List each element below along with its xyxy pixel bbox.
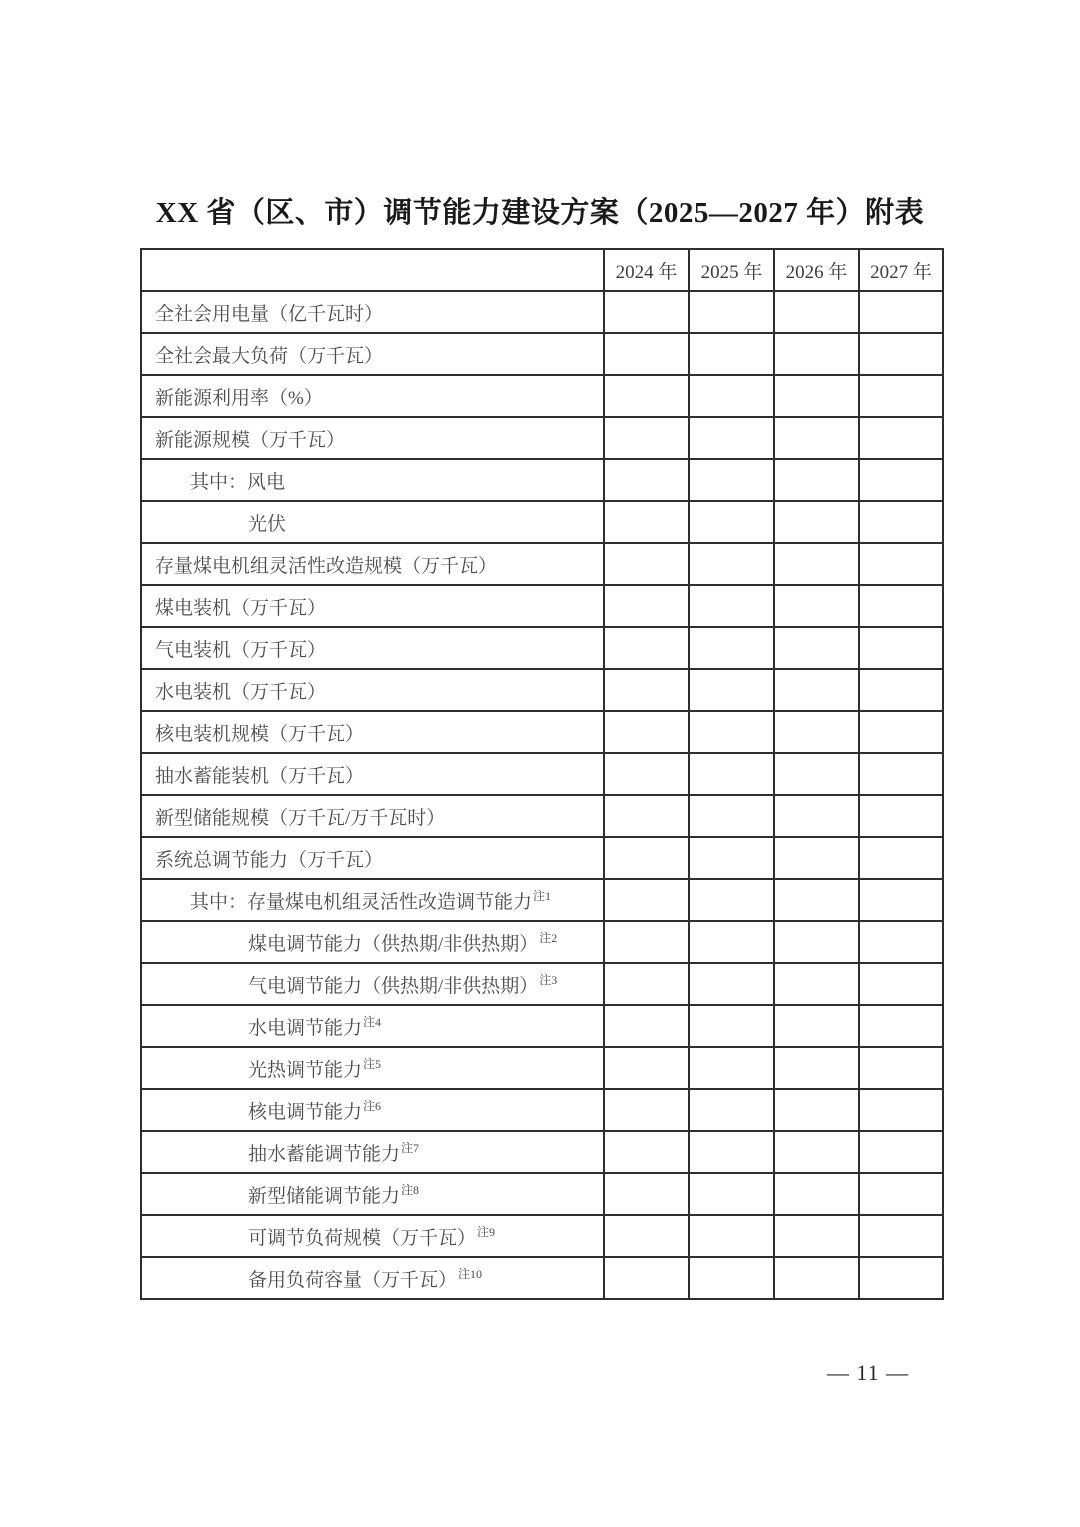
- row-label-cell: [141, 333, 604, 375]
- row-label: 水电调节能力: [248, 1017, 363, 1039]
- value-cell: [859, 1047, 943, 1089]
- value-cell: [604, 1047, 689, 1089]
- row-label-cell: [141, 1215, 604, 1257]
- value-cell: [689, 585, 774, 627]
- value-cell: [774, 1005, 859, 1047]
- value-cell: [604, 543, 689, 585]
- value-cell: [604, 795, 689, 837]
- value-cell: [859, 291, 943, 333]
- value-cell: [604, 1215, 689, 1257]
- row-label: 存量煤电机组灵活性改造调节能力: [247, 891, 533, 913]
- value-cell: [604, 291, 689, 333]
- value-cell: [604, 1173, 689, 1215]
- table-row: [141, 963, 943, 1005]
- table-row: [141, 1005, 943, 1047]
- value-cell: [689, 1005, 774, 1047]
- value-cell: [604, 753, 689, 795]
- table-row: [141, 291, 943, 333]
- row-label-cell: [141, 627, 604, 669]
- value-cell: [604, 669, 689, 711]
- footnote-ref: 注3: [539, 973, 558, 988]
- table-row: [141, 711, 943, 753]
- table-row: [141, 1131, 943, 1173]
- value-cell: [774, 837, 859, 879]
- row-label: 全社会最大负荷（万千瓦）: [155, 345, 384, 367]
- value-cell: [774, 963, 859, 1005]
- value-cell: [604, 711, 689, 753]
- value-cell: [859, 1005, 943, 1047]
- value-cell: [859, 1089, 943, 1131]
- row-label: 风电: [247, 471, 286, 493]
- value-cell: [859, 543, 943, 585]
- value-cell: [774, 543, 859, 585]
- row-label-prefix: 其中：: [190, 891, 248, 913]
- row-label-cell: [141, 375, 604, 417]
- value-cell: [774, 375, 859, 417]
- table-header-row: [141, 249, 943, 291]
- table-row: [141, 1047, 943, 1089]
- row-label: 系统总调节能力（万千瓦）: [155, 849, 384, 871]
- table-row: [141, 1089, 943, 1131]
- value-cell: [689, 627, 774, 669]
- row-label-cell: [141, 1257, 604, 1299]
- value-cell: [859, 333, 943, 375]
- value-cell: [689, 837, 774, 879]
- table-row: [141, 627, 943, 669]
- table-row: [141, 1173, 943, 1215]
- value-cell: [689, 375, 774, 417]
- row-label: 气电调节能力（供热期/非供热期）: [248, 975, 539, 997]
- row-label-cell: [141, 837, 604, 879]
- plan-table: [140, 248, 944, 1300]
- row-label: 全社会用电量（亿千瓦时）: [155, 303, 384, 325]
- value-cell: [689, 543, 774, 585]
- row-label-cell: [141, 879, 604, 921]
- footnote-ref: 注4: [363, 1015, 382, 1030]
- table-row: [141, 795, 943, 837]
- value-cell: [689, 921, 774, 963]
- value-cell: [689, 1215, 774, 1257]
- value-cell: [774, 291, 859, 333]
- footnote-ref: 注2: [539, 931, 558, 946]
- value-cell: [689, 963, 774, 1005]
- row-label: 备用负荷容量（万千瓦）: [248, 1269, 458, 1291]
- value-cell: [604, 1131, 689, 1173]
- row-label-cell: [141, 543, 604, 585]
- value-cell: [689, 1173, 774, 1215]
- row-label-cell: [141, 921, 604, 963]
- table-row: [141, 585, 943, 627]
- header-year-2025: 2025 年: [689, 249, 774, 291]
- value-cell: [774, 879, 859, 921]
- value-cell: [774, 1215, 859, 1257]
- value-cell: [774, 501, 859, 543]
- table-row: [141, 669, 943, 711]
- row-label: 煤电装机（万千瓦）: [155, 597, 327, 619]
- value-cell: [604, 585, 689, 627]
- value-cell: [689, 711, 774, 753]
- footnote-ref: 注5: [363, 1057, 382, 1072]
- row-label-cell: [141, 669, 604, 711]
- value-cell: [859, 921, 943, 963]
- page-number: [0, 1360, 1080, 1386]
- footnote-ref: 注6: [363, 1099, 382, 1114]
- table-row: [141, 501, 943, 543]
- value-cell: [604, 837, 689, 879]
- footnote-ref: 注10: [458, 1267, 483, 1282]
- value-cell: [604, 1257, 689, 1299]
- row-label: 核电装机规模（万千瓦）: [155, 723, 365, 745]
- table-row: [141, 753, 943, 795]
- row-label: 水电装机（万千瓦）: [155, 681, 327, 703]
- value-cell: [689, 291, 774, 333]
- value-cell: [689, 795, 774, 837]
- footnote-ref: 注7: [401, 1141, 420, 1156]
- value-cell: [604, 963, 689, 1005]
- table-row: [141, 375, 943, 417]
- value-cell: [859, 627, 943, 669]
- value-cell: [774, 753, 859, 795]
- row-label: 光热调节能力: [248, 1059, 363, 1081]
- row-label: 光伏: [248, 513, 287, 535]
- value-cell: [859, 669, 943, 711]
- value-cell: [689, 753, 774, 795]
- value-cell: [689, 501, 774, 543]
- row-label-cell: [141, 711, 604, 753]
- page-number-text: — 11 —: [826, 1360, 910, 1385]
- row-label: 新型储能规模（万千瓦/万千瓦时）: [155, 807, 446, 829]
- value-cell: [859, 1215, 943, 1257]
- value-cell: [604, 627, 689, 669]
- row-label: 抽水蓄能调节能力: [248, 1143, 401, 1165]
- value-cell: [859, 459, 943, 501]
- table-row: [141, 459, 943, 501]
- row-label: 气电装机（万千瓦）: [155, 639, 327, 661]
- row-label-cell: [141, 459, 604, 501]
- value-cell: [689, 669, 774, 711]
- row-label-cell: [141, 501, 604, 543]
- header-corner-cell: [141, 249, 604, 291]
- row-label-prefix: 其中：: [190, 471, 248, 493]
- row-label: 煤电调节能力（供热期/非供热期）: [248, 933, 539, 955]
- value-cell: [689, 1131, 774, 1173]
- value-cell: [774, 459, 859, 501]
- row-label-cell: [141, 963, 604, 1005]
- value-cell: [774, 333, 859, 375]
- value-cell: [774, 1047, 859, 1089]
- value-cell: [774, 711, 859, 753]
- header-year-2026: 2026 年: [774, 249, 859, 291]
- header-year-2024: 2024 年: [604, 249, 689, 291]
- value-cell: [774, 417, 859, 459]
- value-cell: [859, 1257, 943, 1299]
- value-cell: [774, 921, 859, 963]
- value-cell: [689, 417, 774, 459]
- row-label-cell: [141, 1005, 604, 1047]
- row-label-cell: [141, 417, 604, 459]
- value-cell: [774, 1173, 859, 1215]
- value-cell: [604, 879, 689, 921]
- table-row: [141, 1257, 943, 1299]
- value-cell: [689, 879, 774, 921]
- value-cell: [774, 585, 859, 627]
- value-cell: [859, 711, 943, 753]
- value-cell: [604, 375, 689, 417]
- value-cell: [859, 963, 943, 1005]
- value-cell: [859, 753, 943, 795]
- value-cell: [604, 459, 689, 501]
- value-cell: [604, 417, 689, 459]
- row-label-cell: [141, 1131, 604, 1173]
- row-label-cell: [141, 291, 604, 333]
- value-cell: [689, 1047, 774, 1089]
- row-label-cell: [141, 753, 604, 795]
- value-cell: [859, 795, 943, 837]
- row-label-cell: [141, 1047, 604, 1089]
- table-row: [141, 879, 943, 921]
- header-year-2027: 2027 年: [859, 249, 943, 291]
- value-cell: [689, 1089, 774, 1131]
- value-cell: [774, 627, 859, 669]
- value-cell: [859, 417, 943, 459]
- value-cell: [689, 1257, 774, 1299]
- value-cell: [859, 585, 943, 627]
- footnote-ref: 注8: [401, 1183, 420, 1198]
- value-cell: [604, 1089, 689, 1131]
- value-cell: [859, 879, 943, 921]
- value-cell: [774, 795, 859, 837]
- table-row: [141, 333, 943, 375]
- value-cell: [689, 459, 774, 501]
- value-cell: [689, 333, 774, 375]
- table-body: [141, 291, 943, 1299]
- value-cell: [774, 1131, 859, 1173]
- row-label: 可调节负荷规模（万千瓦）: [248, 1227, 477, 1249]
- value-cell: [859, 375, 943, 417]
- row-label-cell: [141, 1173, 604, 1215]
- table-row: [141, 417, 943, 459]
- row-label: 新能源规模（万千瓦）: [155, 429, 346, 451]
- table-row: [141, 921, 943, 963]
- value-cell: [774, 1257, 859, 1299]
- table-row: [141, 1215, 943, 1257]
- value-cell: [604, 501, 689, 543]
- value-cell: [859, 501, 943, 543]
- row-label-cell: [141, 585, 604, 627]
- row-label-cell: [141, 1089, 604, 1131]
- table-row: [141, 543, 943, 585]
- value-cell: [774, 669, 859, 711]
- table-row: [141, 837, 943, 879]
- row-label: 新能源利用率（%）: [155, 387, 323, 409]
- row-label: 新型储能调节能力: [248, 1185, 401, 1207]
- value-cell: [859, 837, 943, 879]
- page-title: XX 省（区、市）调节能力建设方案（2025—2027 年）附表: [155, 197, 925, 229]
- footnote-ref: 注1: [533, 889, 552, 904]
- value-cell: [604, 333, 689, 375]
- value-cell: [859, 1173, 943, 1215]
- value-cell: [859, 1131, 943, 1173]
- value-cell: [604, 1005, 689, 1047]
- footnote-ref: 注9: [477, 1225, 496, 1240]
- row-label: 存量煤电机组灵活性改造规模（万千瓦）: [155, 555, 498, 577]
- value-cell: [604, 921, 689, 963]
- value-cell: [774, 1089, 859, 1131]
- row-label: 核电调节能力: [248, 1101, 363, 1123]
- row-label: 抽水蓄能装机（万千瓦）: [155, 765, 365, 787]
- row-label-cell: [141, 795, 604, 837]
